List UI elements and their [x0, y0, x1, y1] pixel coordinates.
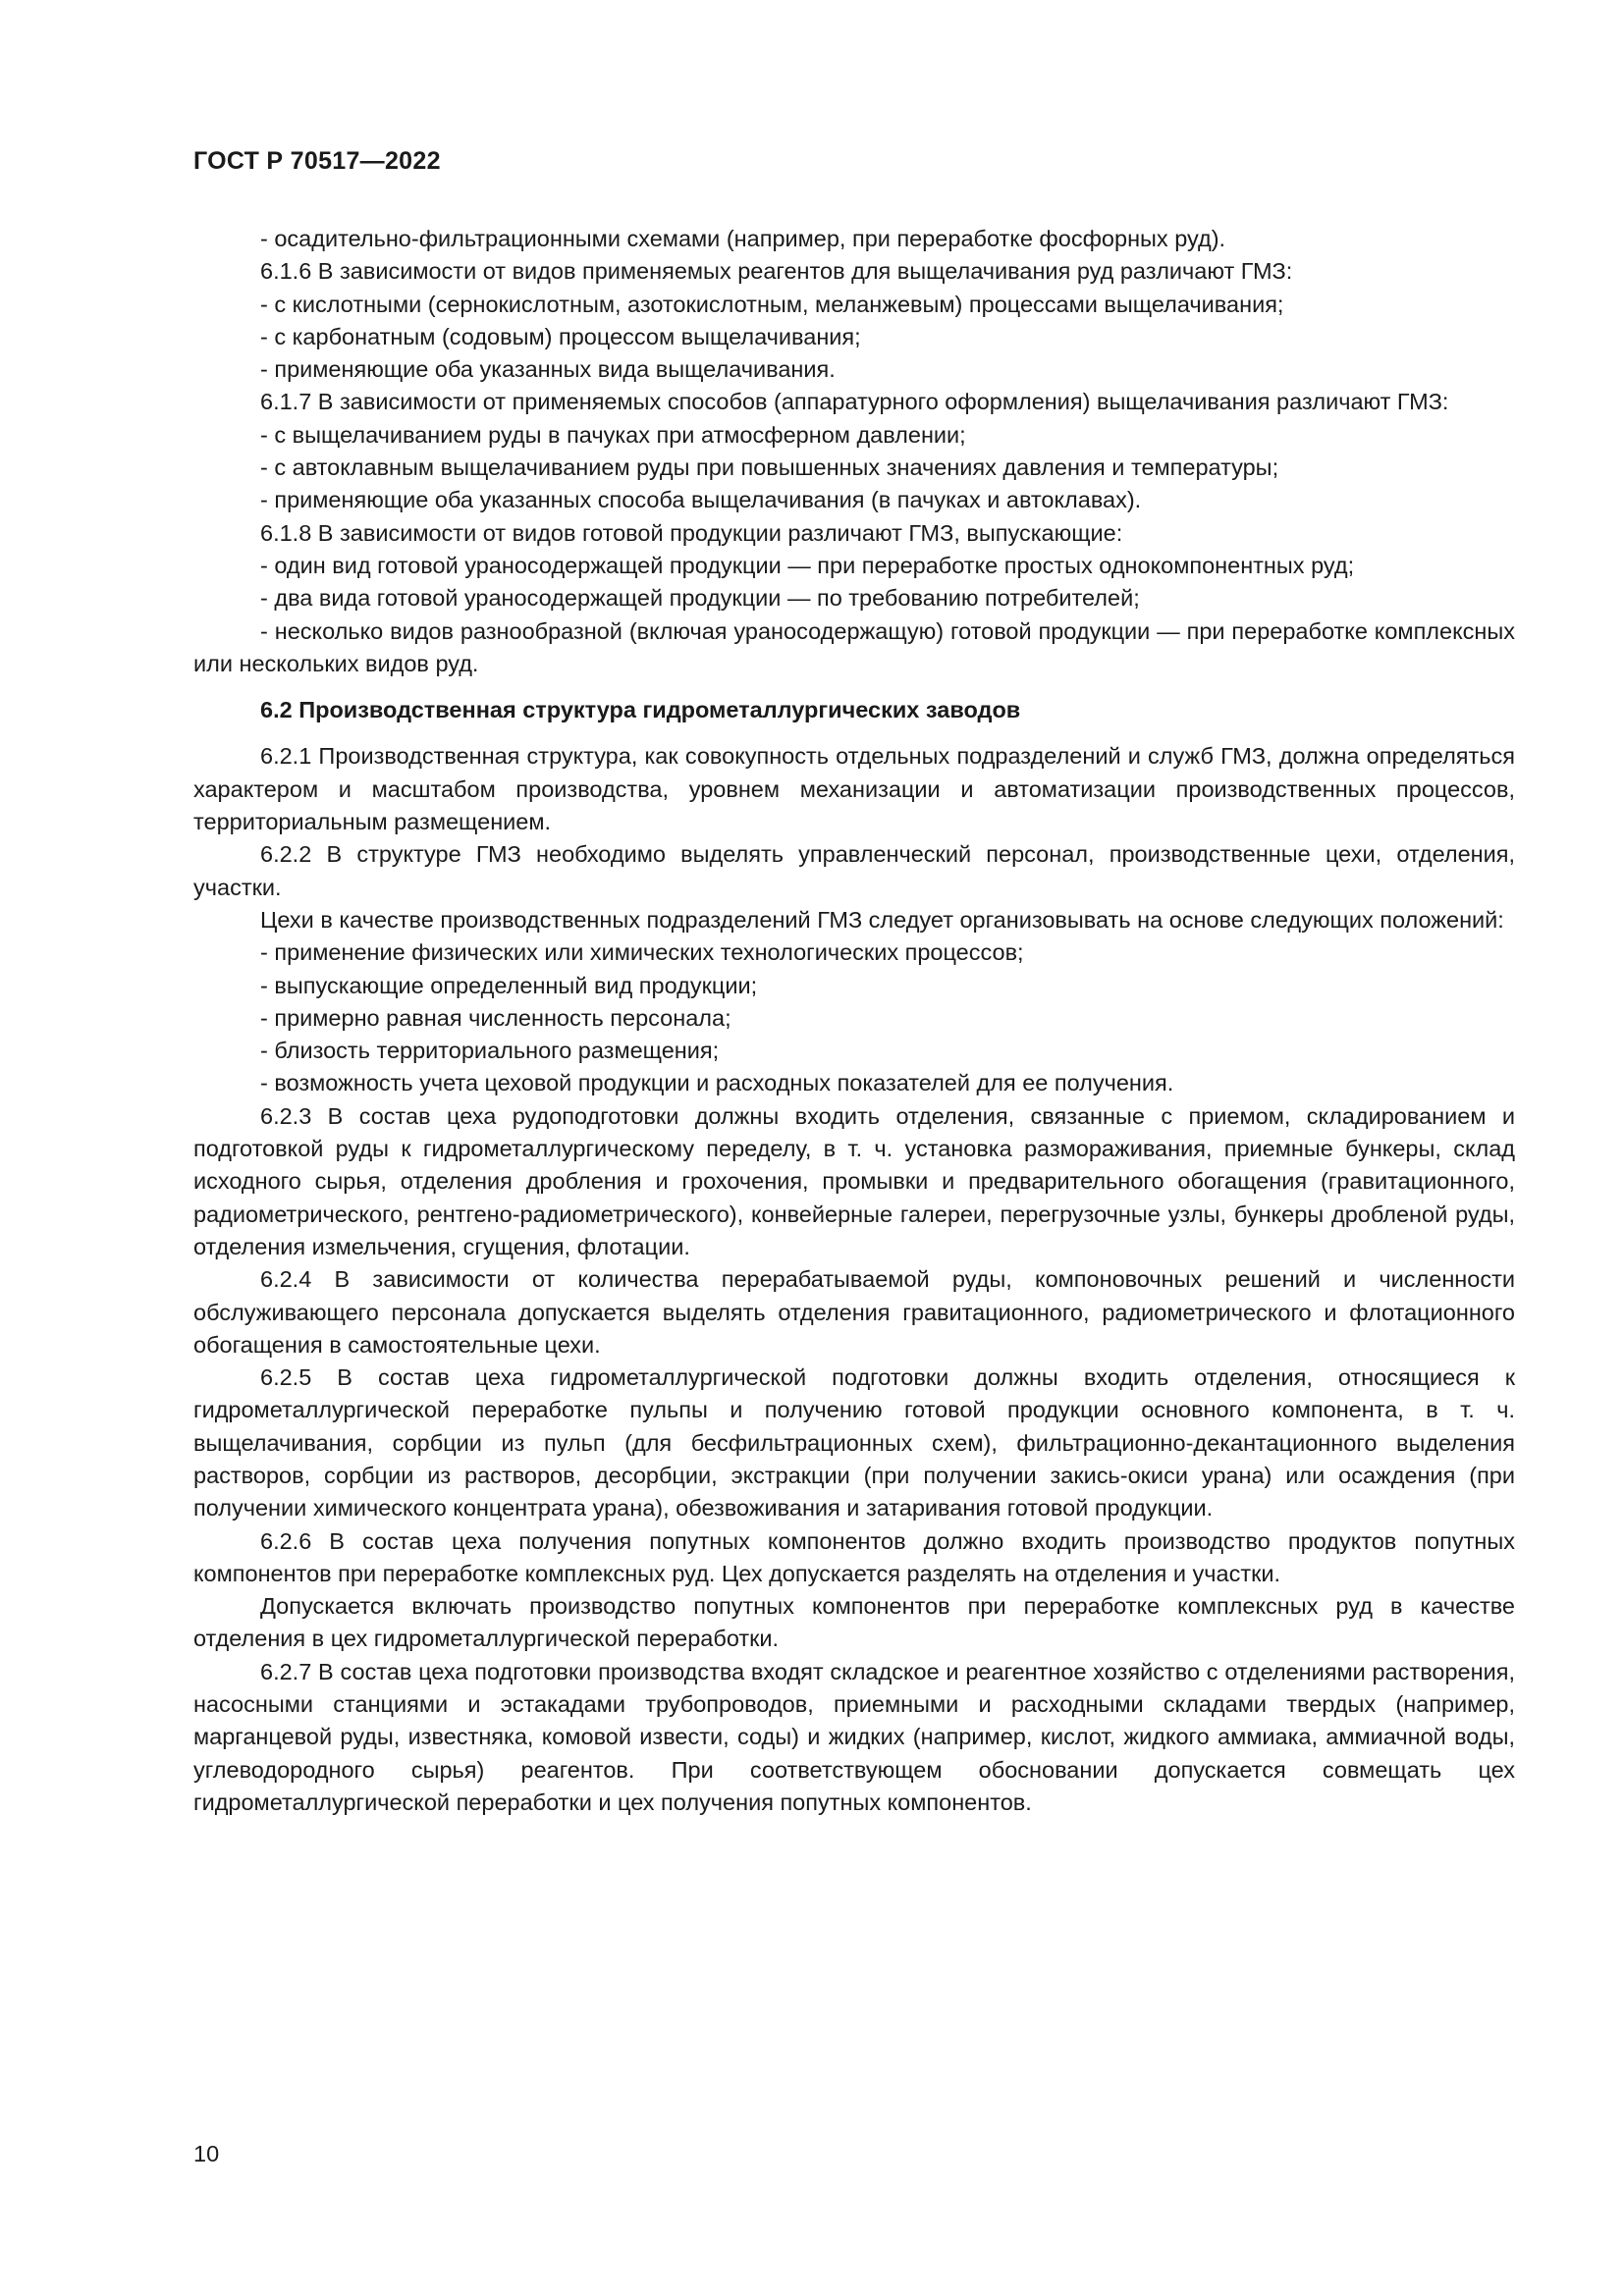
list-item: - с автоклавным выщелачиванием руды при повышенных значениях давления и температуры; [260, 454, 1279, 481]
paragraph: 6.2.5 В состав цеха гидрометаллургической подготовки должны входить отделения, относящиеся к гидрометаллургической переработке пульпы и получению готовой продукции основного компонента, в т. ч. выщелачивания, сорбции из пульп (для бесфильтрационных схем), фильтрационно-декантационного выделения растворов, сорбции из растворов, десорбции, экстракции (при получении закись-окиси урана) или осаждения (при получении химического концентрата урана), обезвоживания и затаривания готовой продукции. [193, 1364, 1515, 1522]
paragraph: 6.2.2 В структуре ГМЗ необходимо выделять управленческий персонал, производственные цехи, отделения, участки. [193, 841, 1515, 900]
document-body [193, 223, 1515, 1819]
paragraph: 6.2.7 В состав цеха подготовки производства входят складское и реагентное хозяйство с отделениями растворения, насосными станциями и эстакадами трубопроводов, приемными и расходными складами твердых (например, марганцевой руды, известняка, комовой извести, соды) и жидких (например, кислот, жидкого аммиака, аммиачной воды, углеводородного сырья) реагентов. При соответствующем обосновании допускается совмещать цех гидрометаллургической переработки и цех получения попутных компонентов. [193, 1658, 1515, 1815]
page-number: 10 [193, 2141, 220, 2166]
paragraph: 6.2.3 В состав цеха рудоподготовки должны входить отделения, связанные с приемом, складированием и подготовкой руды к гидрометаллургическому переделу, в т. ч. установка размораживания, приемные бункеры, склад исходного сырья, отделения дробления и грохочения, промывки и предварительного обогащения (гравитационного, радиометрического, рентгено-радиометрического), конвейерные галереи, перегрузочные узлы, бункеры дробленой руды, отделения измельчения, сгущения, флотации. [193, 1102, 1515, 1259]
paragraph: Цехи в качестве производственных подразделений ГМЗ следует организовывать на основе следующих положений: [260, 906, 1504, 933]
list-item: - возможность учета цеховой продукции и расходных показателей для ее получения. [260, 1070, 1174, 1096]
list-item: - осадительно-фильтрационными схемами (например, при переработке фосфорных руд). [260, 226, 1226, 251]
document-header: ГОСТ Р 70517—2022 [193, 147, 441, 175]
list-item: - с кислотными (сернокислотным, азотокислотным, меланжевым) процессами выщелачивания; [260, 291, 1284, 317]
paragraph: 6.1.7 В зависимости от применяемых способов (аппаратурного оформления) выщелачивания различают ГМЗ: [260, 389, 1449, 415]
paragraph: 6.2.4 В зависимости от количества перерабатываемой руды, компоновочных решений и численности обслуживающего персонала допускается выделять отделения гравитационного, радиометрического и флотационного обогащения в самостоятельные цехи. [193, 1266, 1515, 1358]
list-item: - с карбонатным (содовым) процессом выщелачивания; [260, 323, 861, 349]
list-item: - два вида готовой ураносодержащей продукции — по требованию потребителей; [260, 585, 1140, 612]
list-item: - применяющие оба указанных вида выщелачивания. [260, 356, 836, 383]
paragraph: 6.2.6 В состав цеха получения попутных компонентов должно входить производство продуктов попутных компонентов при переработке комплексных руд. Цех допускается разделять на отделения и участки. [193, 1527, 1515, 1586]
paragraph: 6.1.8 В зависимости от видов готовой продукции различают ГМЗ, выпускающие: [260, 519, 1123, 546]
list-item: - выпускающие определенный вид продукции; [260, 972, 758, 998]
list-item: - применение физических или химических технологических процессов; [260, 939, 1024, 966]
text-block-6-1 [193, 223, 1515, 680]
list-item: - применяющие оба указанных способа выщелачивания (в пачуках и автоклавах). [260, 487, 1142, 513]
section-heading: 6.2 Производственная структура гидрометаллургических заводов [260, 697, 1021, 723]
list-item: - с выщелачиванием руды в пачуках при атмосферном давлении; [260, 421, 966, 448]
paragraph: Допускается включать производство попутных компонентов при переработке комплексных руд в качестве отделения в цех гидрометаллургической переработки. [193, 1593, 1515, 1652]
list-item: - один вид готовой ураносодержащей продукции — при переработке простых однокомпонентных руд; [260, 552, 1355, 578]
list-item: - близость территориального размещения; [260, 1038, 720, 1064]
list-item: - несколько видов разнообразной (включая ураносодержащую) готовой продукции — при переработке комплексных или нескольких видов руд. [193, 617, 1515, 676]
paragraph: 6.2.1 Производственная структура, как совокупность отдельных подразделений и служб ГМЗ, должна определяться характером и масштабом производства, уровнем механизации и автоматизации производственных процессов, территориальным размещением. [193, 743, 1515, 835]
text-block-6-2 [193, 740, 1515, 1819]
paragraph: 6.1.6 В зависимости от видов применяемых реагентов для выщелачивания руд различают ГМЗ: [260, 258, 1293, 285]
list-item: - примерно равная численность персонала; [260, 1004, 731, 1031]
